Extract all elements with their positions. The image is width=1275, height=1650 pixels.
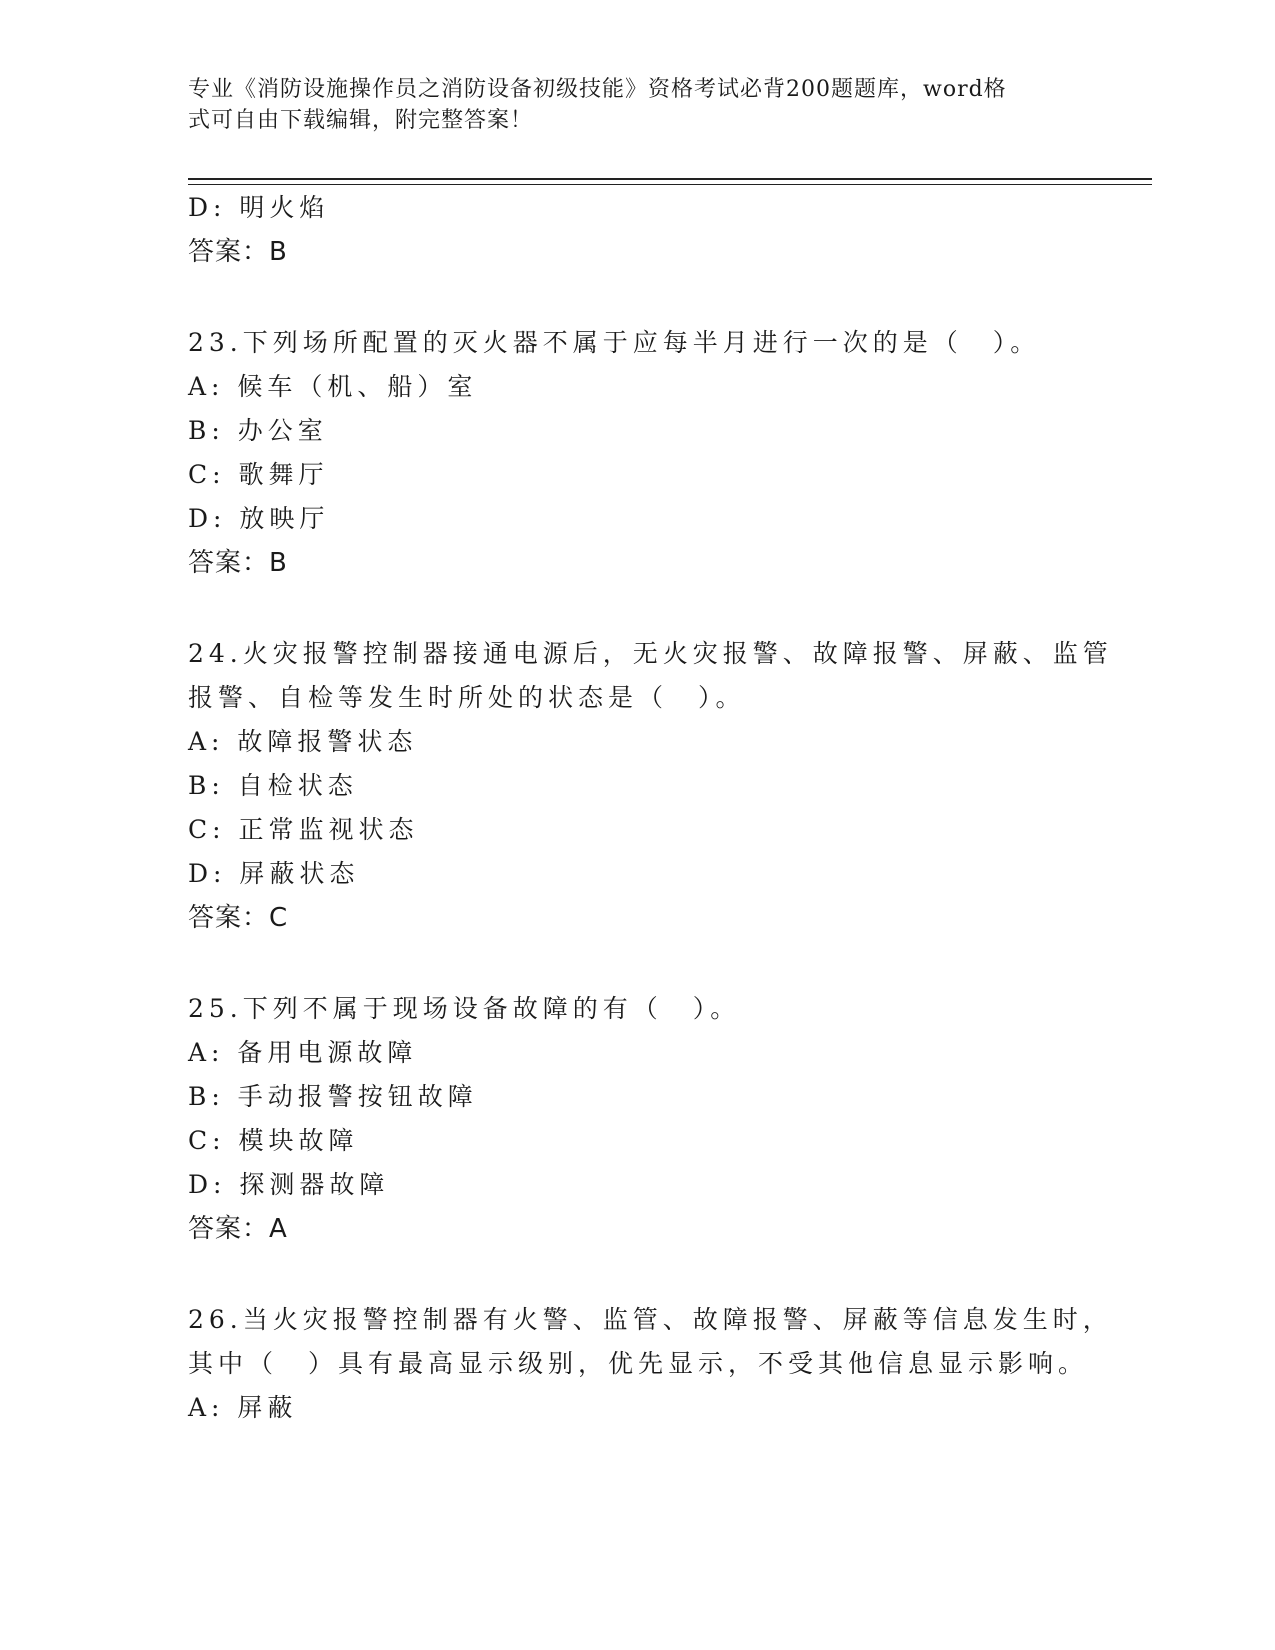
q24-stem-line-2: 报警、自检等发生时所处的状态是（ ）。 (188, 683, 746, 712)
q22-answer: 答案：B (188, 237, 288, 267)
q22-option-d: D: 明火焰 (188, 193, 330, 222)
q23-option-d: D: 放映厅 (188, 504, 330, 533)
q23-stem: 23.下列场所配置的灭火器不属于应每半月进行一次的是（ ）。 (188, 328, 1041, 357)
q25-option-c: C: 模块故障 (188, 1126, 359, 1155)
q25-answer: 答案：A (188, 1214, 288, 1244)
header-rule-thin (188, 184, 1152, 185)
q23-option-c: C: 歌舞厅 (188, 460, 329, 489)
q24-stem-line-1: 24.火灾报警控制器接通电源后，无火灾报警、故障报警、屏蔽、监管 (188, 639, 1113, 668)
q24-option-d: D: 屏蔽状态 (188, 859, 360, 888)
q24-option-b: B: 自检状态 (188, 771, 358, 800)
header-line-2: 式可自由下载编辑，附完整答案！ (188, 108, 534, 133)
q25-stem: 25.下列不属于现场设备故障的有（ ）。 (188, 994, 741, 1023)
page-header (188, 74, 1068, 136)
q26-stem-line-1: 26.当火灾报警控制器有火警、监管、故障报警、屏蔽等信息发生时， (188, 1305, 1113, 1334)
q26-stem-line-2: 其中（ ）具有最高显示级别，优先显示，不受其他信息显示影响。 (188, 1349, 1089, 1378)
q24-option-a: A: 故障报警状态 (188, 727, 418, 756)
q25-option-a: A: 备用电源故障 (188, 1038, 418, 1067)
q23-option-a: A: 候车（机、船）室 (188, 372, 478, 401)
header-rule-thick (188, 178, 1152, 180)
q23-option-b: B: 办公室 (188, 416, 328, 445)
q25-option-d: D: 探测器故障 (188, 1170, 390, 1199)
q24-option-c: C: 正常监视状态 (188, 815, 419, 844)
header-line-1: 专业《消防设施操作员之消防设备初级技能》资格考试必背200题题库，word格 (188, 77, 1007, 102)
q24-answer: 答案：C (188, 903, 289, 933)
q26-option-a: A: 屏蔽 (188, 1393, 298, 1422)
q23-answer: 答案：B (188, 548, 288, 578)
q25-option-b: B: 手动报警按钮故障 (188, 1082, 478, 1111)
